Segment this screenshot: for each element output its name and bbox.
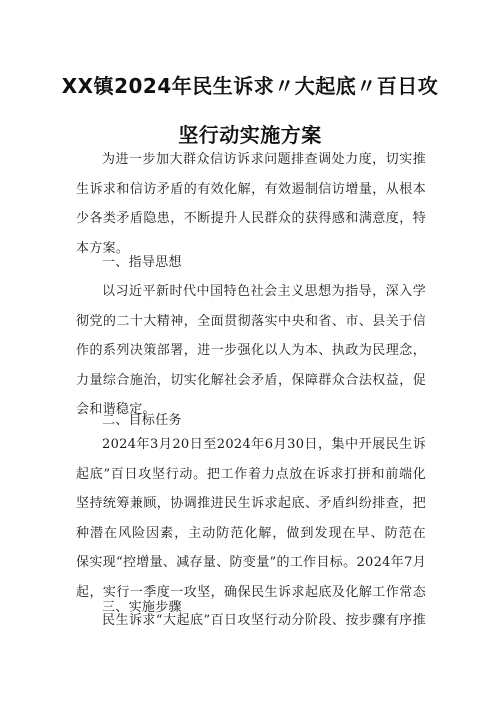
- section-heading-guiding-ideology: 一、指导思想: [102, 255, 182, 270]
- section-implementation-body: [76, 606, 426, 636]
- paragraph-line: 起底”百日攻坚行动。把工作着力点放在诉求打拼和前端化: [76, 466, 426, 482]
- document-title-line-2: 坚行动实施方案: [178, 123, 322, 147]
- section-guiding-ideology-body: [76, 277, 426, 425]
- intro-line: 本方案。: [76, 240, 130, 256]
- intro-line: 生诉求和信访矛盾的有效化解，有效遏制信访增量，从根本: [76, 181, 426, 197]
- paragraph-line: 作的系列决策部署，进一步强化以人为本、执政为民理念，: [76, 343, 426, 358]
- intro-paragraph: [76, 145, 426, 263]
- intro-line: 为进一步加大群众信访诉求问题排查调处力度，切实推: [102, 152, 426, 167]
- section-objectives-body: [76, 430, 426, 607]
- paragraph-line: 力量综合施治，切实化解社会矛盾，保障群众合法权益，促: [76, 372, 426, 388]
- paragraph-line: 起，实行一季度一攻坚，确保民生诉求起底及化解工作常态: [76, 584, 426, 600]
- document-title-line-1: XX镇2024年民生诉求〃大起底〃百日攻: [61, 74, 439, 98]
- paragraph-line: 坚持统筹兼顾，协调推进民生诉求起底、矛盾纠纷排查，把: [76, 496, 426, 511]
- intro-line: 少各类矛盾隐患，不断提升人民群众的获得感和满意度，特: [76, 211, 426, 226]
- paragraph-line: 会和谐稳定。: [76, 402, 156, 417]
- section-heading-implementation-steps: 三、实施步骤: [102, 600, 182, 615]
- paragraph-line: 民生诉求“大起底”百日攻坚行动分阶段、按步骤有序推: [102, 613, 426, 628]
- paragraph-line: 以习近平新时代中国特色社会主义思想为指导，深入学: [102, 284, 426, 299]
- section-heading-objectives: 二、目标任务: [102, 413, 182, 428]
- paragraph-line: 种潜在风险因素，主动防范化解，做到发现在早、防范在: [76, 525, 426, 541]
- paragraph-line: 彻党的二十大精神，全面贯彻落实中央和省、市、县关于信: [76, 313, 426, 329]
- paragraph-line: 2024年3月20日至2024年6月30日，集中开展民生诉: [102, 437, 426, 452]
- paragraph-line: 保实现“控增量、减存量、防变量”的工作目标。2024年7月: [76, 555, 426, 570]
